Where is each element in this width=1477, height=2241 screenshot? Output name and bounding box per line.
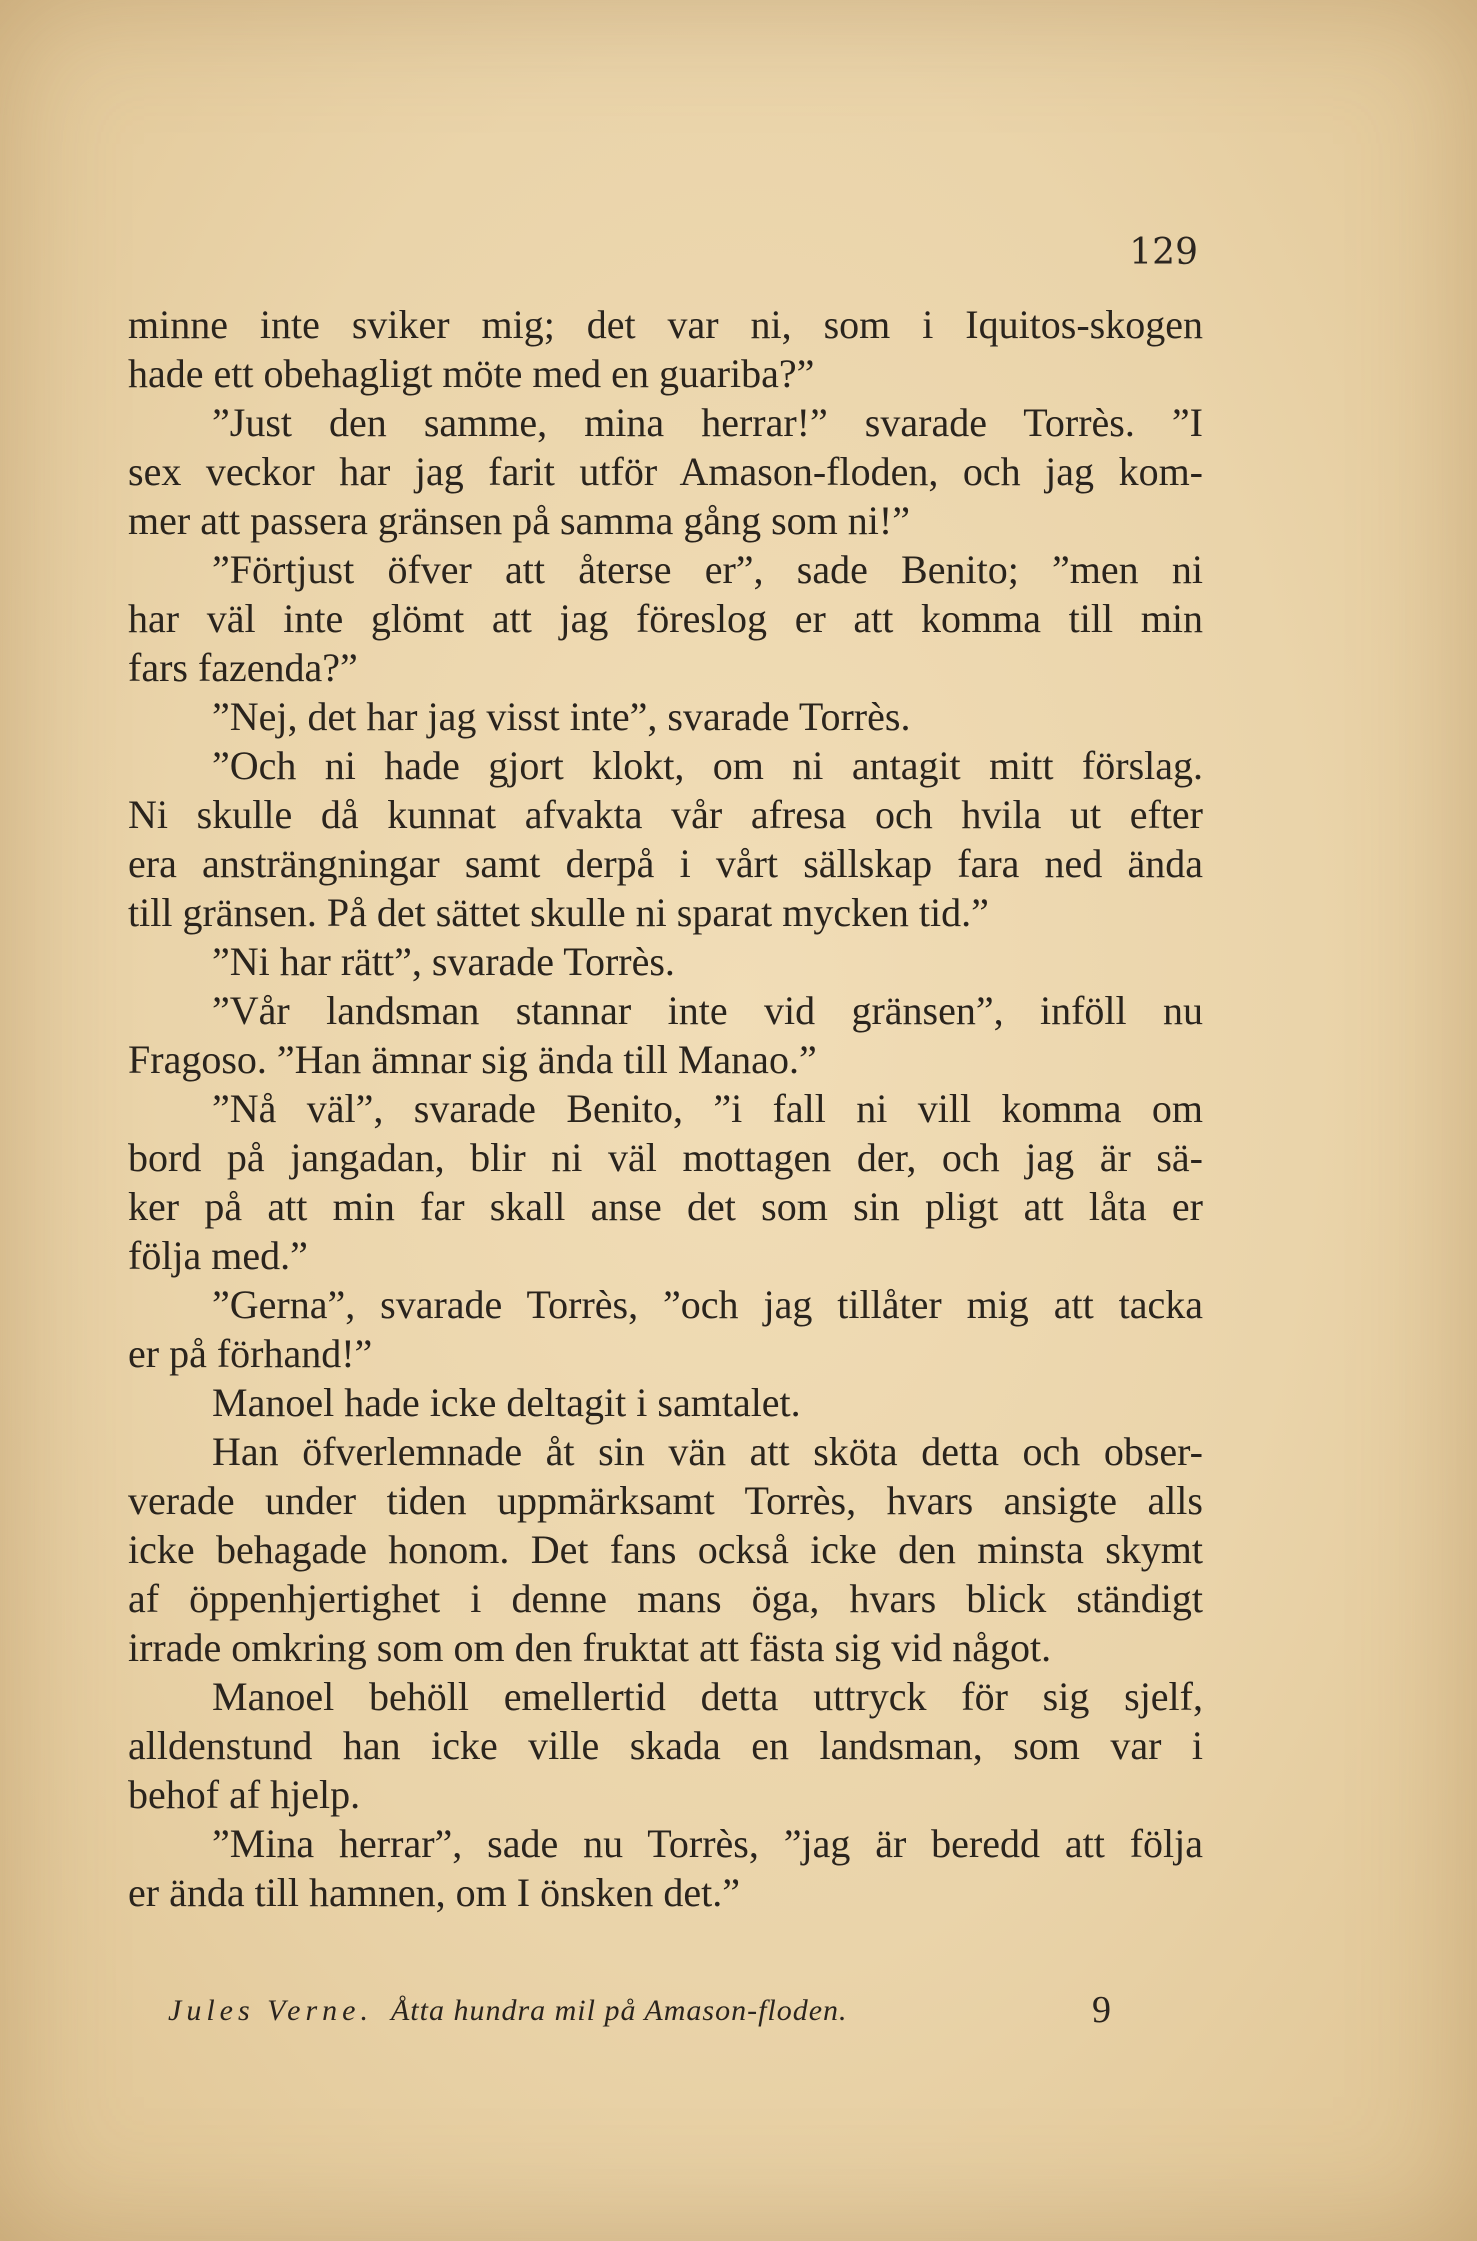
text-line: Ni skulle då kunnat afvakta vår afresa och hvila ut efter <box>128 792 1203 837</box>
text-line: Manoel behöll emellertid detta uttryck för sig sjelf, <box>212 1674 1203 1719</box>
page-footer <box>168 1988 1203 2038</box>
text-line: irrade omkring som om den fruktat att fästa sig vid något. <box>128 1625 1052 1670</box>
text-line: ”Vår landsman stannar inte vid gränsen”, inföll nu <box>212 988 1203 1033</box>
text-line: ker på att min far skall anse det som sin pligt att låta er <box>128 1184 1203 1229</box>
text-line: bord på jangadan, blir ni väl mottagen der, och jag är sä- <box>128 1135 1203 1180</box>
text-line: Fragoso. ”Han ämnar sig ända till Manao.” <box>128 1037 817 1082</box>
text-line: ”Mina herrar”, sade nu Torrès, ”jag är beredd att följa <box>212 1821 1203 1866</box>
text-line: er på förhand!” <box>128 1331 373 1376</box>
page-number: 129 <box>1129 232 1198 273</box>
footer-title <box>168 1994 848 2028</box>
text-line: ”Ni har rätt”, svarade Torrès. <box>212 939 675 984</box>
text-line: icke behagade honom. Det fans också icke den minsta skymt <box>128 1527 1203 1572</box>
text-line: af öppenhjertighet i denne mans öga, hvars blick ständigt <box>128 1576 1203 1621</box>
text-line: verade under tiden uppmärksamt Torrès, hvars ansigte alls <box>128 1478 1203 1523</box>
text-line: minne inte sviker mig; det var ni, som i Iquitos-skogen <box>128 302 1203 347</box>
text-line: ”Gerna”, svarade Torrès, ”och jag tillåter mig att tacka <box>212 1282 1203 1327</box>
text-line: ”Just den samme, mina herrar!” svarade Torrès. ”I <box>212 400 1203 445</box>
text-line: har väl inte glömt att jag föreslog er att komma till min <box>128 596 1203 641</box>
text-line: ”Förtjust öfver att återse er”, sade Benito; ”men ni <box>212 547 1203 592</box>
text-line: ”Nå väl”, svarade Benito, ”i fall ni vill komma om <box>212 1086 1203 1131</box>
text-line: ”Nej, det har jag visst inte”, svarade Torrès. <box>212 694 911 739</box>
footer-book-title: Åtta hundra mil på Amason-floden. <box>390 1994 848 2027</box>
text-line: behof af hjelp. <box>128 1772 361 1817</box>
text-line: alldenstund han icke ville skada en landsman, som var i <box>128 1723 1203 1768</box>
body-text <box>128 300 1203 1917</box>
text-line: följa med.” <box>128 1233 308 1278</box>
text-line: mer att passera gränsen på samma gång som ni!” <box>128 498 910 543</box>
text-line: Manoel hade icke deltagit i samtalet. <box>212 1380 801 1425</box>
text-line: till gränsen. På det sättet skulle ni sparat mycken tid.” <box>128 890 989 935</box>
text-line: ”Och ni hade gjort klokt, om ni antagit mitt förslag. <box>212 743 1203 788</box>
signature-mark: 9 <box>1092 1989 1111 2031</box>
footer-author: Jules Verne. <box>168 1994 373 2027</box>
text-line: era ansträngningar samt derpå i vårt sällskap fara ned ända <box>128 841 1203 886</box>
text-line: sex veckor har jag farit utför Amason-floden, och jag kom- <box>128 449 1203 494</box>
text-line: fars fazenda?” <box>128 645 358 690</box>
text-line: hade ett obehagligt möte med en guariba?” <box>128 351 815 396</box>
text-line: er ända till hamnen, om I önsken det.” <box>128 1870 741 1915</box>
text-line: Han öfverlemnade åt sin vän att sköta detta och obser- <box>212 1429 1203 1474</box>
